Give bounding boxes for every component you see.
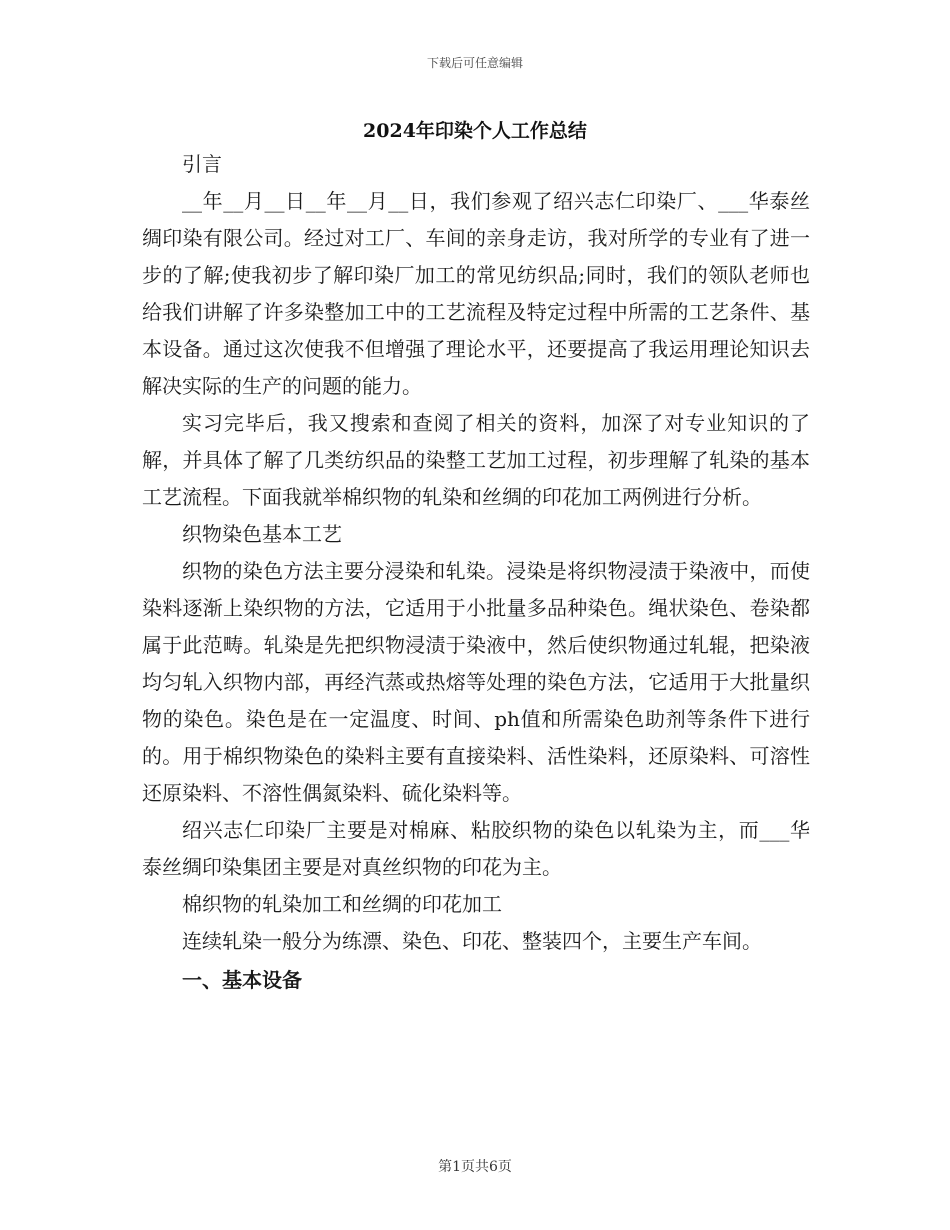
page-footer: 第1页共6页 bbox=[438, 1159, 512, 1175]
paragraph-after-internship: 实习完毕后，我又搜索和查阅了相关的资料，加深了对专业知识的了解，并具体了解了几类纺织品的染整工艺加工过程，初步理解了轧染的基本工艺流程。下面我就举棉织物的轧染和丝绸的印花加工两例进行分析。 bbox=[142, 411, 810, 509]
section-heading-basic-equipment: 一、基本设备 bbox=[182, 968, 302, 992]
section-heading-padding-printing: 棉织物的轧染加工和丝绸的印花加工 bbox=[182, 892, 502, 916]
header-note: 下载后可任意编辑 bbox=[426, 56, 523, 70]
document-title: 2024年印染个人工作总结 bbox=[363, 120, 587, 142]
document-body bbox=[142, 146, 810, 999]
paragraph-continuous-padding: 连续轧染一般分为练漂、染色、印花、整装四个，主要生产车间。 bbox=[182, 929, 762, 953]
paragraph-dyeing-methods: 织物的染色方法主要分浸染和轧染。浸染是将织物浸渍于染液中，而使染料逐渐上染织物的方法，它适用于小批量多品种染色。绳状染色、卷染都属于此范畴。轧染是先把织物浸渍于染液中，然后使织物通过轧辊，把染液均匀轧入织物内部，再经汽蒸或热熔等处理的染色方法，它适用于大批量织物的染色。染色是在一定温度、时间、ph值和所需染色助剂等条件下进行的。用于棉织物染色的染料主要有直接染料、活性染料，还原染料、可溶性还原染料、不溶性偶氮染料、硫化染料等。 bbox=[142, 559, 810, 805]
section-heading-intro: 引言 bbox=[182, 152, 222, 176]
paragraph-factories: 绍兴志仁印染厂主要是对棉麻、粘胶织物的染色以轧染为主，而___华泰丝绸印染集团主要是对真丝织物的印花为主。 bbox=[142, 818, 810, 879]
section-heading-dyeing-process: 织物染色基本工艺 bbox=[182, 522, 342, 546]
paragraph-visit: __年__月__日__年__月__日，我们参观了绍兴志仁印染厂、___华泰丝绸印染有限公司。经过对工厂、车间的亲身走访，我对所学的专业有了进一步的了解;使我初步了解印染厂加工的常见纺织品;同时，我们的领队老师也给我们讲解了许多染整加工中的工艺流程及特定过程中所需的工艺条件、基本设备。通过这次使我不但增强了理论水平，还要提高了我运用理论知识去解决实际的生产的问题的能力。 bbox=[142, 189, 810, 398]
